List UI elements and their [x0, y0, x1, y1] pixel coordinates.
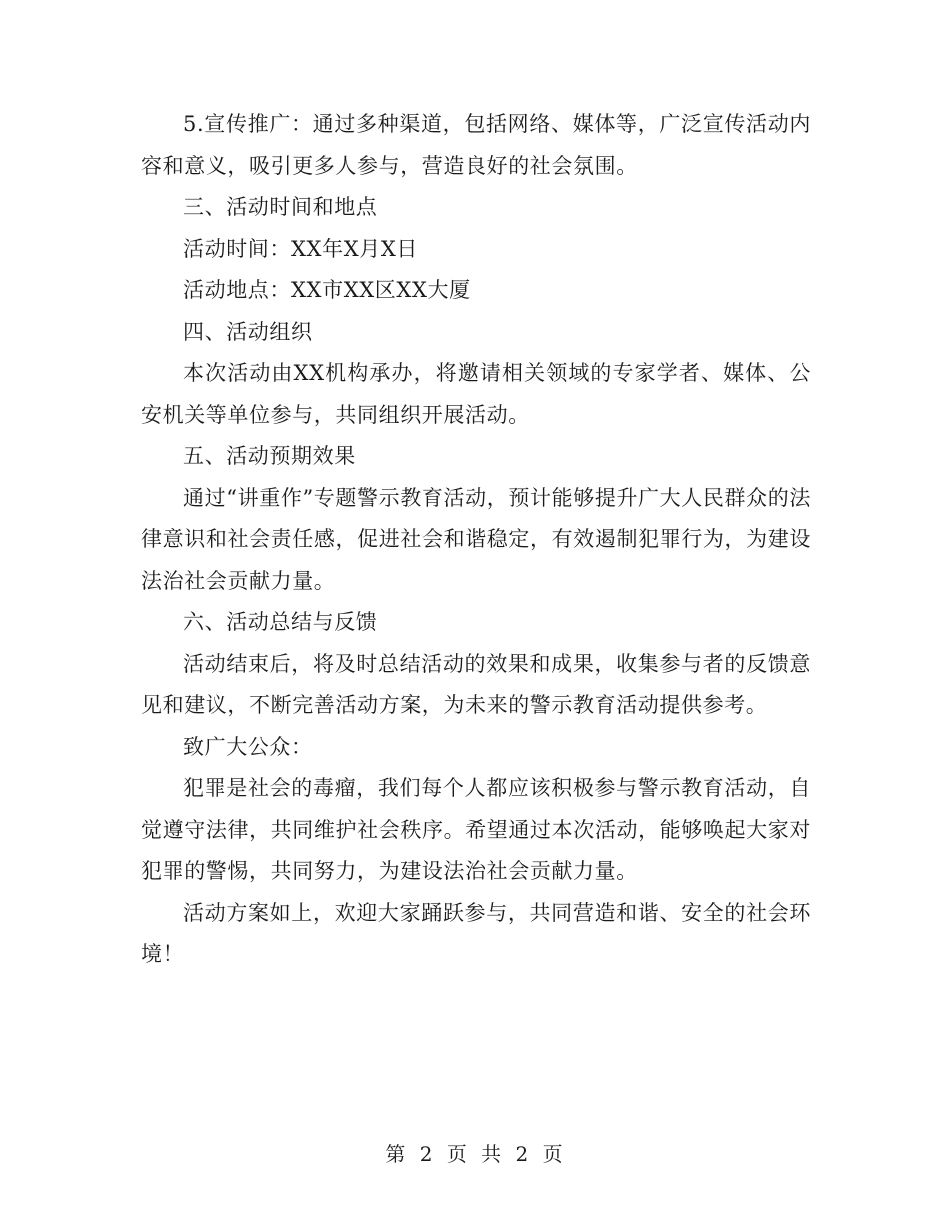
section-heading-summary-feedback: 六、活动总结与反馈 — [183, 610, 378, 634]
paragraph-activity-time: 活动时间：XX年X月X日 — [183, 236, 418, 261]
paragraph-appeal: 犯罪是社会的毒瘤，我们每个人都应该积极参与警示教育活动，自觉遵守法律，共同维护社会秩序。希望通过本次活动，能够唤起大家对犯罪的警惕，共同努力，为建设法治社会贡献力量。 — [141, 776, 811, 883]
section-heading-time-place: 三、活动时间和地点 — [183, 195, 378, 219]
salutation-public: 致广大公众： — [183, 734, 313, 759]
paragraph-summary-feedback: 活动结束后，将及时总结活动的效果和成果，收集参与者的反馈意见和建议，不断完善活动方案，为未来的警示教育活动提供参考。 — [141, 651, 811, 717]
section-heading-organization: 四、活动组织 — [183, 319, 313, 344]
page-number-footer: 第 2 页 共 2 页 — [385, 1142, 565, 1166]
paragraph-expected-effect: 通过“讲重作”专题警示教育活动，预计能够提升广大人民群众的法律意识和社会责任感，促进社会和谐稳定，有效遏制犯罪行为，为建设法治社会贡献力量。 — [141, 485, 811, 593]
paragraph-organization: 本次活动由XX机构承办，将邀请相关领域的专家学者、媒体、公安机关等单位参与，共同组织开展活动。 — [141, 361, 811, 427]
section-heading-expected-effect: 五、活动预期效果 — [183, 444, 356, 468]
paragraph-closing: 活动方案如上，欢迎大家踊跃参与，共同营造和谐、安全的社会环境！ — [141, 900, 811, 966]
document-body — [141, 104, 811, 976]
paragraph-publicity-item: 5.宣传推广：通过多种渠道，包括网络、媒体等，广泛宣传活动内容和意义，吸引更多人参与，营造良好的社会氛围。 — [141, 112, 811, 178]
paragraph-activity-location: 活动地点：XX市XX区XX大厦 — [183, 278, 471, 302]
